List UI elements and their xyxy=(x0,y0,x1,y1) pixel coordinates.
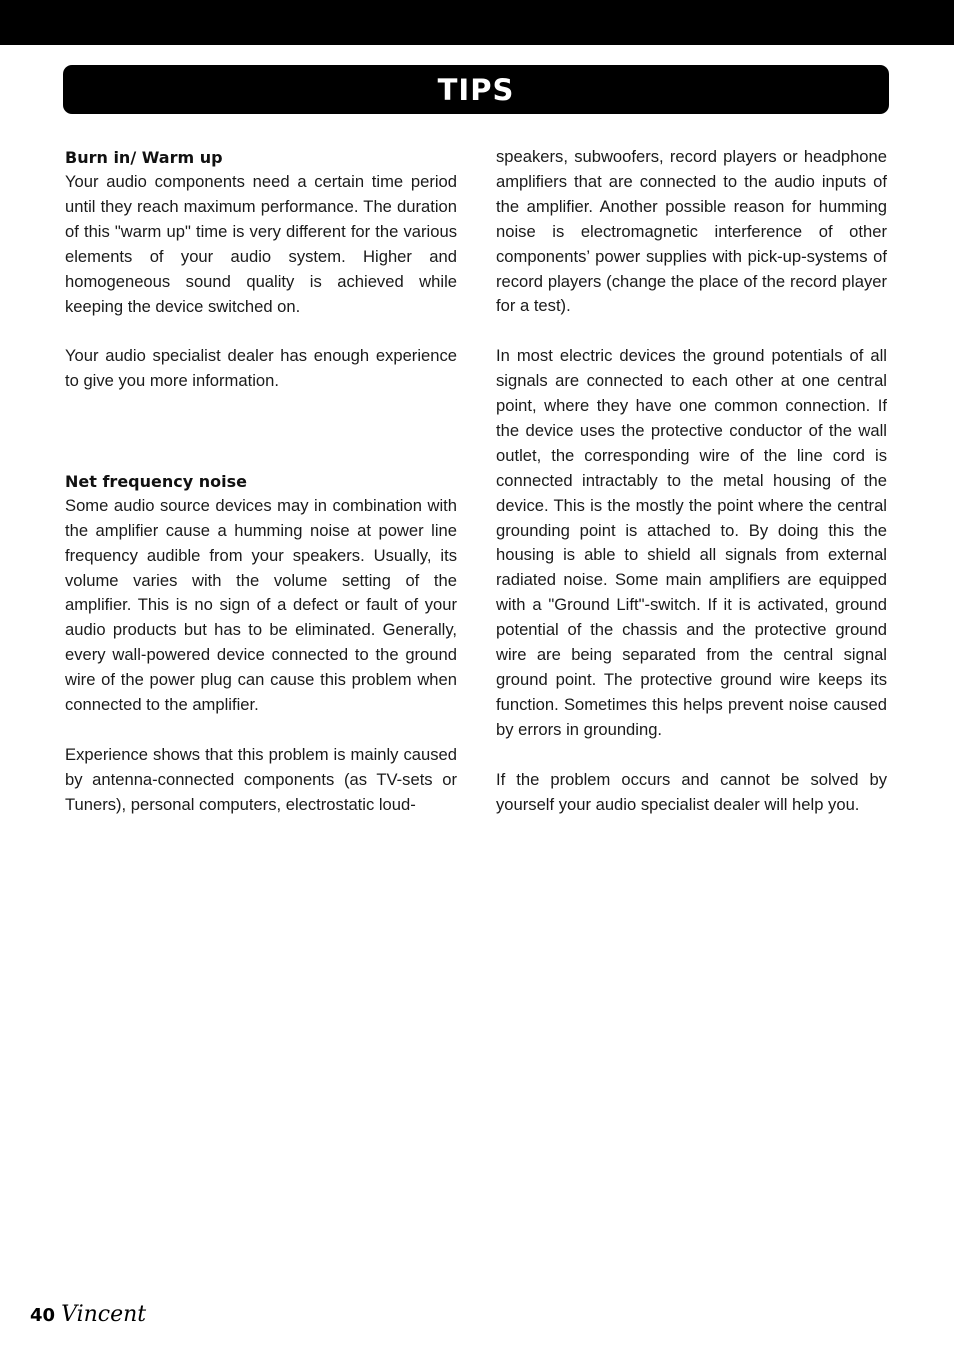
right-paragraph-3: If the problem occurs and cannot be solved by yourself your audio specialist dealer will help you. xyxy=(496,769,887,814)
net-frequency-paragraph-1: Some audio source devices may in combination with the amplifier cause a humming noise at power line frequency audible from your speakers. Usually, its volume varies with the volume setting of the amplifier. This is no sign of a defect or fault of your audio products but has to be eliminated. Generally, every wall-powered device connected to the ground wire of the power plug can cause this problem when connected to the amplifier. xyxy=(65,495,457,715)
left-column xyxy=(65,145,457,818)
burn-in-heading: Burn in/ Warm up xyxy=(65,148,223,167)
burn-in-paragraph-1: Your audio components need a certain time period until they reach maximum performance. The duration of this "warm up" time is very different for the various elements of your audio system. Higher and homogeneous sound quality is achieved while keeping the device switched on. xyxy=(65,172,457,316)
right-column xyxy=(496,145,887,817)
right-paragraph-2: In most electric devices the ground potentials of all signals are connected to each other at one central point, where they have one common connection. If the device uses the protective conductor of the wall outlet, the corresponding wire of the line cord is connected intractably to the metal housing of the device. This is the mostly the point where the central grounding point is attached to. By doing this the housing is able to shield all signals from external radiated noise. Some main amplifiers are equipped with a "Ground Lift"-switch. If it is activated, ground potential of the chassis and the protective ground wire are being separated from the central signal ground point. The protective ground wire keeps its function. Sometimes this helps prevent noise caused by errors in grounding. xyxy=(496,346,887,739)
brand-logo: Vincent xyxy=(61,1302,147,1327)
right-paragraph-1: speakers, subwoofers, record players or headphone amplifiers that are connected to the audio inputs of the amplifier. Another possible reason for humming noise is electromagnetic interference of other components’ power supplies with pick-up-systems of record players (change the place of the record player for a test). xyxy=(496,147,887,316)
top-black-bar xyxy=(0,0,954,45)
page-number: 40 xyxy=(30,1305,56,1326)
net-frequency-paragraph-2: Experience shows that this problem is mainly caused by antenna-connected components (as TV-sets or Tuners), personal computers, electrostatic loud- xyxy=(65,744,457,814)
title-banner xyxy=(63,65,889,114)
page-title: TIPS xyxy=(437,72,515,107)
net-frequency-heading: Net frequency noise xyxy=(65,471,247,491)
burn-in-paragraph-2: Your audio specialist dealer has enough experience to give you more information. xyxy=(65,346,457,391)
page-footer xyxy=(30,1302,146,1327)
